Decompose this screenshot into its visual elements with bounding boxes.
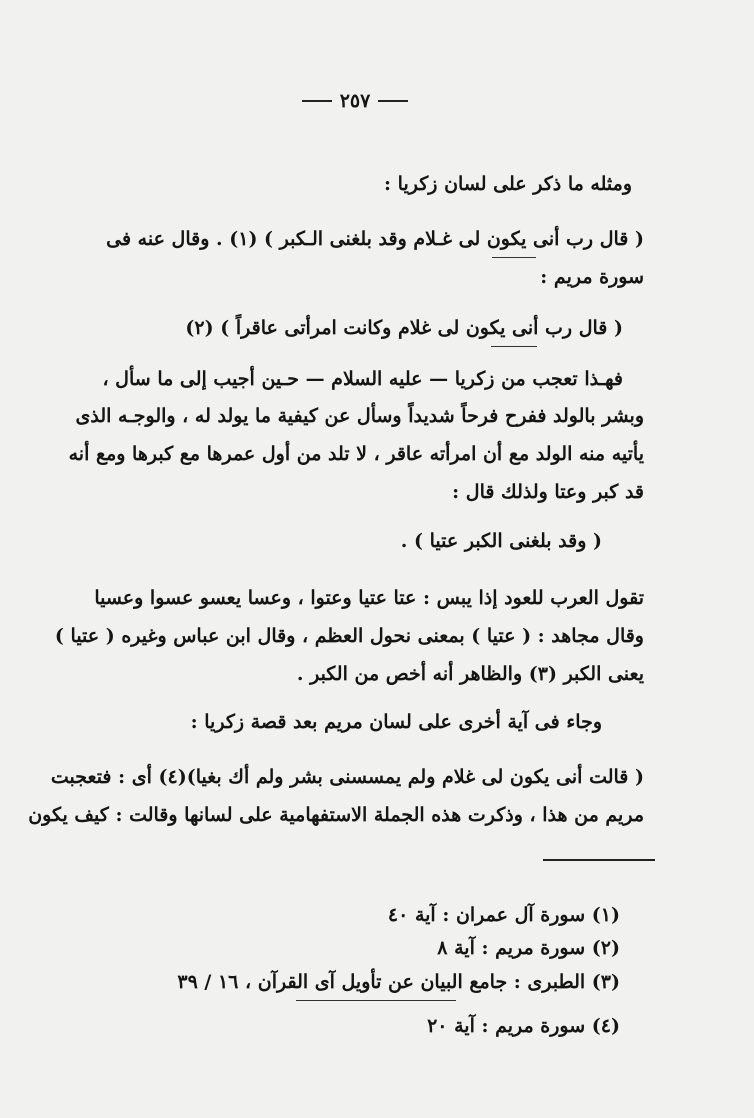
- page-number-text: ٢٥٧: [339, 90, 371, 112]
- body-line: يأتيه منه الولد مع أن امرأته عاقر ، لا تلد من أول عمرها مع كبرها ومع أنه: [68, 443, 644, 465]
- footnote: (٣) الطبرى : جامع البيان عن تأويل آى القرآن ، ١٦ / ٣٩: [177, 971, 620, 993]
- body-line: فهـذا تعجب من زكريا — عليه السلام — حـين أجيب إلى ما سأل ،: [102, 368, 623, 390]
- footnote: (١) سورة آل عمران : آية ٤٠: [387, 904, 620, 926]
- body-line: وجاء فى آية أخرى على لسان مريم بعد قصة زكريا :: [190, 711, 602, 733]
- body-line: ( وقد بلغنى الكبر عتيا ) .: [400, 530, 602, 552]
- body-line: وبشر بالولد ففرح فرحاً شديداً وسأل عن كيفية ما يولد له ، والوجـه الذى: [75, 405, 644, 427]
- page-number-dash-right: [378, 100, 408, 102]
- footnote: (٤) سورة مريم : آية ٢٠: [427, 1015, 620, 1037]
- underline-mark: [296, 1000, 456, 1001]
- body-line: مريم من هذا ، وذكرت هذه الجملة الاستفهامية على لسانها وقالت : كيف يكون: [28, 804, 644, 826]
- body-line: ( قال رب أنى يكون لى غلام وكانت امرأتى عاقراً ) (٢): [185, 317, 623, 339]
- footnote-separator: [543, 859, 655, 861]
- body-line: وقال مجاهد : ( عتيا ) بمعنى نحول العظم ، وقال ابن عباس وغيره ( عتيا ): [54, 625, 644, 647]
- body-line: قد كبر وعتا ولذلك قال :: [452, 481, 644, 503]
- body-line: ( قال رب أنى يكون لى غـلام وقد بلغنى الـكبر ) (١) . وقال عنه فى: [106, 228, 644, 250]
- body-line: تقول العرب للعود إذا يبس : عتا عتيا وعتوا ، وعسا يعسو عسوا وعسيا: [94, 587, 644, 609]
- underline-mark: [492, 257, 536, 258]
- page-number-dash-left: [302, 100, 332, 102]
- body-line: ومثله ما ذكر على لسان زكريا :: [384, 173, 632, 195]
- body-line: سورة مريم :: [540, 266, 644, 288]
- underline-mark: [491, 346, 537, 347]
- footnote: (٢) سورة مريم : آية ٨: [437, 937, 620, 959]
- page-number: [300, 86, 410, 116]
- body-line: يعنى الكبر (٣) والظاهر أنه أخص من الكبر .: [296, 663, 644, 685]
- body-line: ( قالت أنى يكون لى غلام ولم يمسسنى بشر ولم أك بغيا)(٤) أى : فتعجبت: [50, 766, 644, 788]
